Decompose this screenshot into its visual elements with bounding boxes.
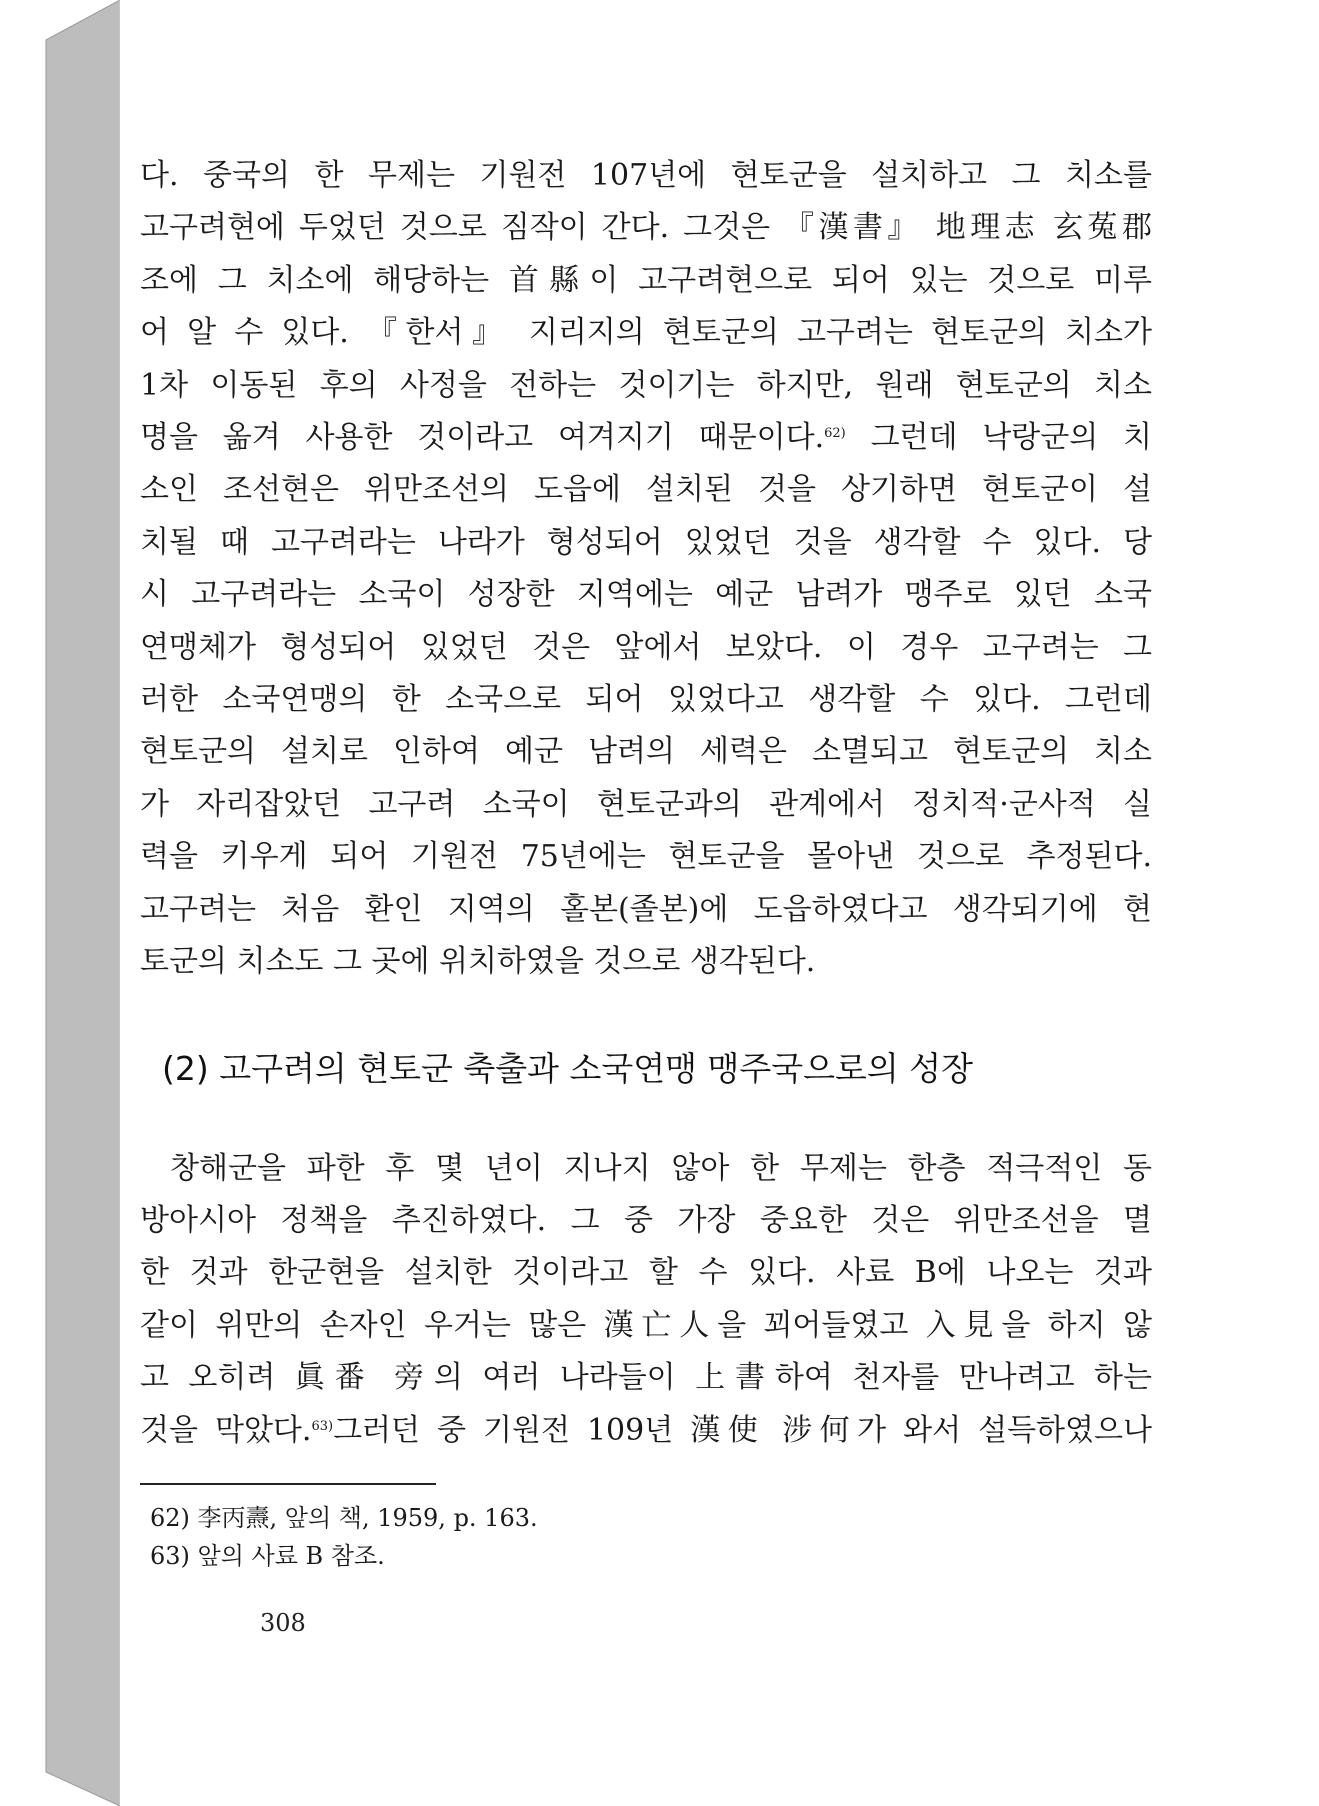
text-line: 고구려는 처음 환인 지역의 홀본(졸본)에 도읍하였다고 생각되기에 현 xyxy=(140,891,1152,927)
body-paragraph-2 xyxy=(140,1143,1152,1457)
text-line-part: 명을 옮겨 사용한 것이라고 여겨지기 때문이다. xyxy=(140,420,825,456)
page-number: 308 xyxy=(260,1609,306,1637)
footnote-ref-63[interactable]: 63) xyxy=(311,1418,334,1434)
footnotes xyxy=(140,1499,1152,1575)
text-line: 고구려현에 두었던 것으로 짐작이 간다. 그것은 『漢書』 地理志 玄菟郡 xyxy=(140,210,1152,246)
text-line: 러한 소국연맹의 한 소국으로 되어 있었다고 생각할 수 있다. 그런데 xyxy=(140,682,1152,718)
text-line: 방아시아 정책을 추진하였다. 그 중 가장 중요한 것은 위만조선을 멸 xyxy=(140,1202,1152,1238)
footnote-63: 63) 앞의 사료 B 참조. xyxy=(150,1541,385,1570)
page-content xyxy=(140,150,1152,1575)
text-line: 시 고구려라는 소국이 성장한 지역에는 예군 남려가 맹주로 있던 소국 xyxy=(140,577,1152,613)
footnote-ref-62[interactable]: 62) xyxy=(824,426,846,442)
text-line: 한 것과 한군현을 설치한 것이라고 할 수 있다. 사료 B에 나오는 것과 xyxy=(140,1255,1152,1291)
text-line: 다. 중국의 한 무제는 기원전 107년에 현토군을 설치하고 그 치소를 xyxy=(140,158,1152,193)
text-line-part: 것을 막았다. xyxy=(140,1412,312,1448)
section-heading: (2) 고구려의 현토군 축출과 소국연맹 맹주국으로의 성장 xyxy=(162,1048,973,1088)
text-line: 토군의 치소도 그 곳에 위치하였을 것으로 생각된다. xyxy=(140,944,816,980)
text-line-with-footnote xyxy=(140,1405,1152,1457)
text-line: 같이 위만의 손자인 우거는 많은 漢亡人을 꾀어들였고 入見을 하지 않 xyxy=(140,1307,1152,1343)
text-line-part: 그런데 낙랑군의 치 xyxy=(870,420,1152,456)
text-line: 소인 조선현은 위만조선의 도읍에 설치된 것을 상기하면 현토군이 설 xyxy=(140,472,1152,508)
text-line: 조에 그 치소에 해당하는 首縣이 고구려현으로 되어 있는 것으로 미루 xyxy=(140,262,1152,298)
footnote-divider xyxy=(140,1483,436,1485)
footnote-62: 62) 李丙燾, 앞의 책, 1959, p. 163. xyxy=(150,1503,538,1532)
text-line: 연맹체가 형성되어 있었던 것은 앞에서 보았다. 이 경우 고구려는 그 xyxy=(140,629,1152,665)
text-line: 현토군의 설치로 인하여 예군 남려의 세력은 소멸되고 현토군의 치소 xyxy=(140,734,1152,770)
text-line: 치될 때 고구려라는 나라가 형성되어 있었던 것을 생각할 수 있다. 당 xyxy=(140,524,1152,560)
text-line: 어 알 수 있다. 『한서』 지리지의 현토군의 고구려는 현토군의 치소가 xyxy=(140,315,1152,351)
text-line: 력을 키우게 되어 기원전 75년에는 현토군을 몰아낸 것으로 추정된다. xyxy=(140,839,1152,875)
text-line-part: 그러던 중 기원전 109년 漢使 涉何가 와서 설득하였으나 xyxy=(333,1412,1152,1448)
text-line: 창해군을 파한 후 몇 년이 지나지 않아 한 무제는 한층 적극적인 동 xyxy=(170,1150,1152,1186)
text-line-with-footnote xyxy=(140,412,1152,464)
text-line: 1차 이동된 후의 사정을 전하는 것이기는 하지만, 원래 현토군의 치소 xyxy=(140,367,1152,403)
text-line: 가 자리잡았던 고구려 소국이 현토군과의 관계에서 정치적·군사적 실 xyxy=(140,786,1152,822)
text-line: 고 오히려 眞番 旁의 여러 나라들이 上書하여 천자를 만나려고 하는 xyxy=(140,1360,1152,1396)
body-paragraph-1 xyxy=(140,150,1152,989)
